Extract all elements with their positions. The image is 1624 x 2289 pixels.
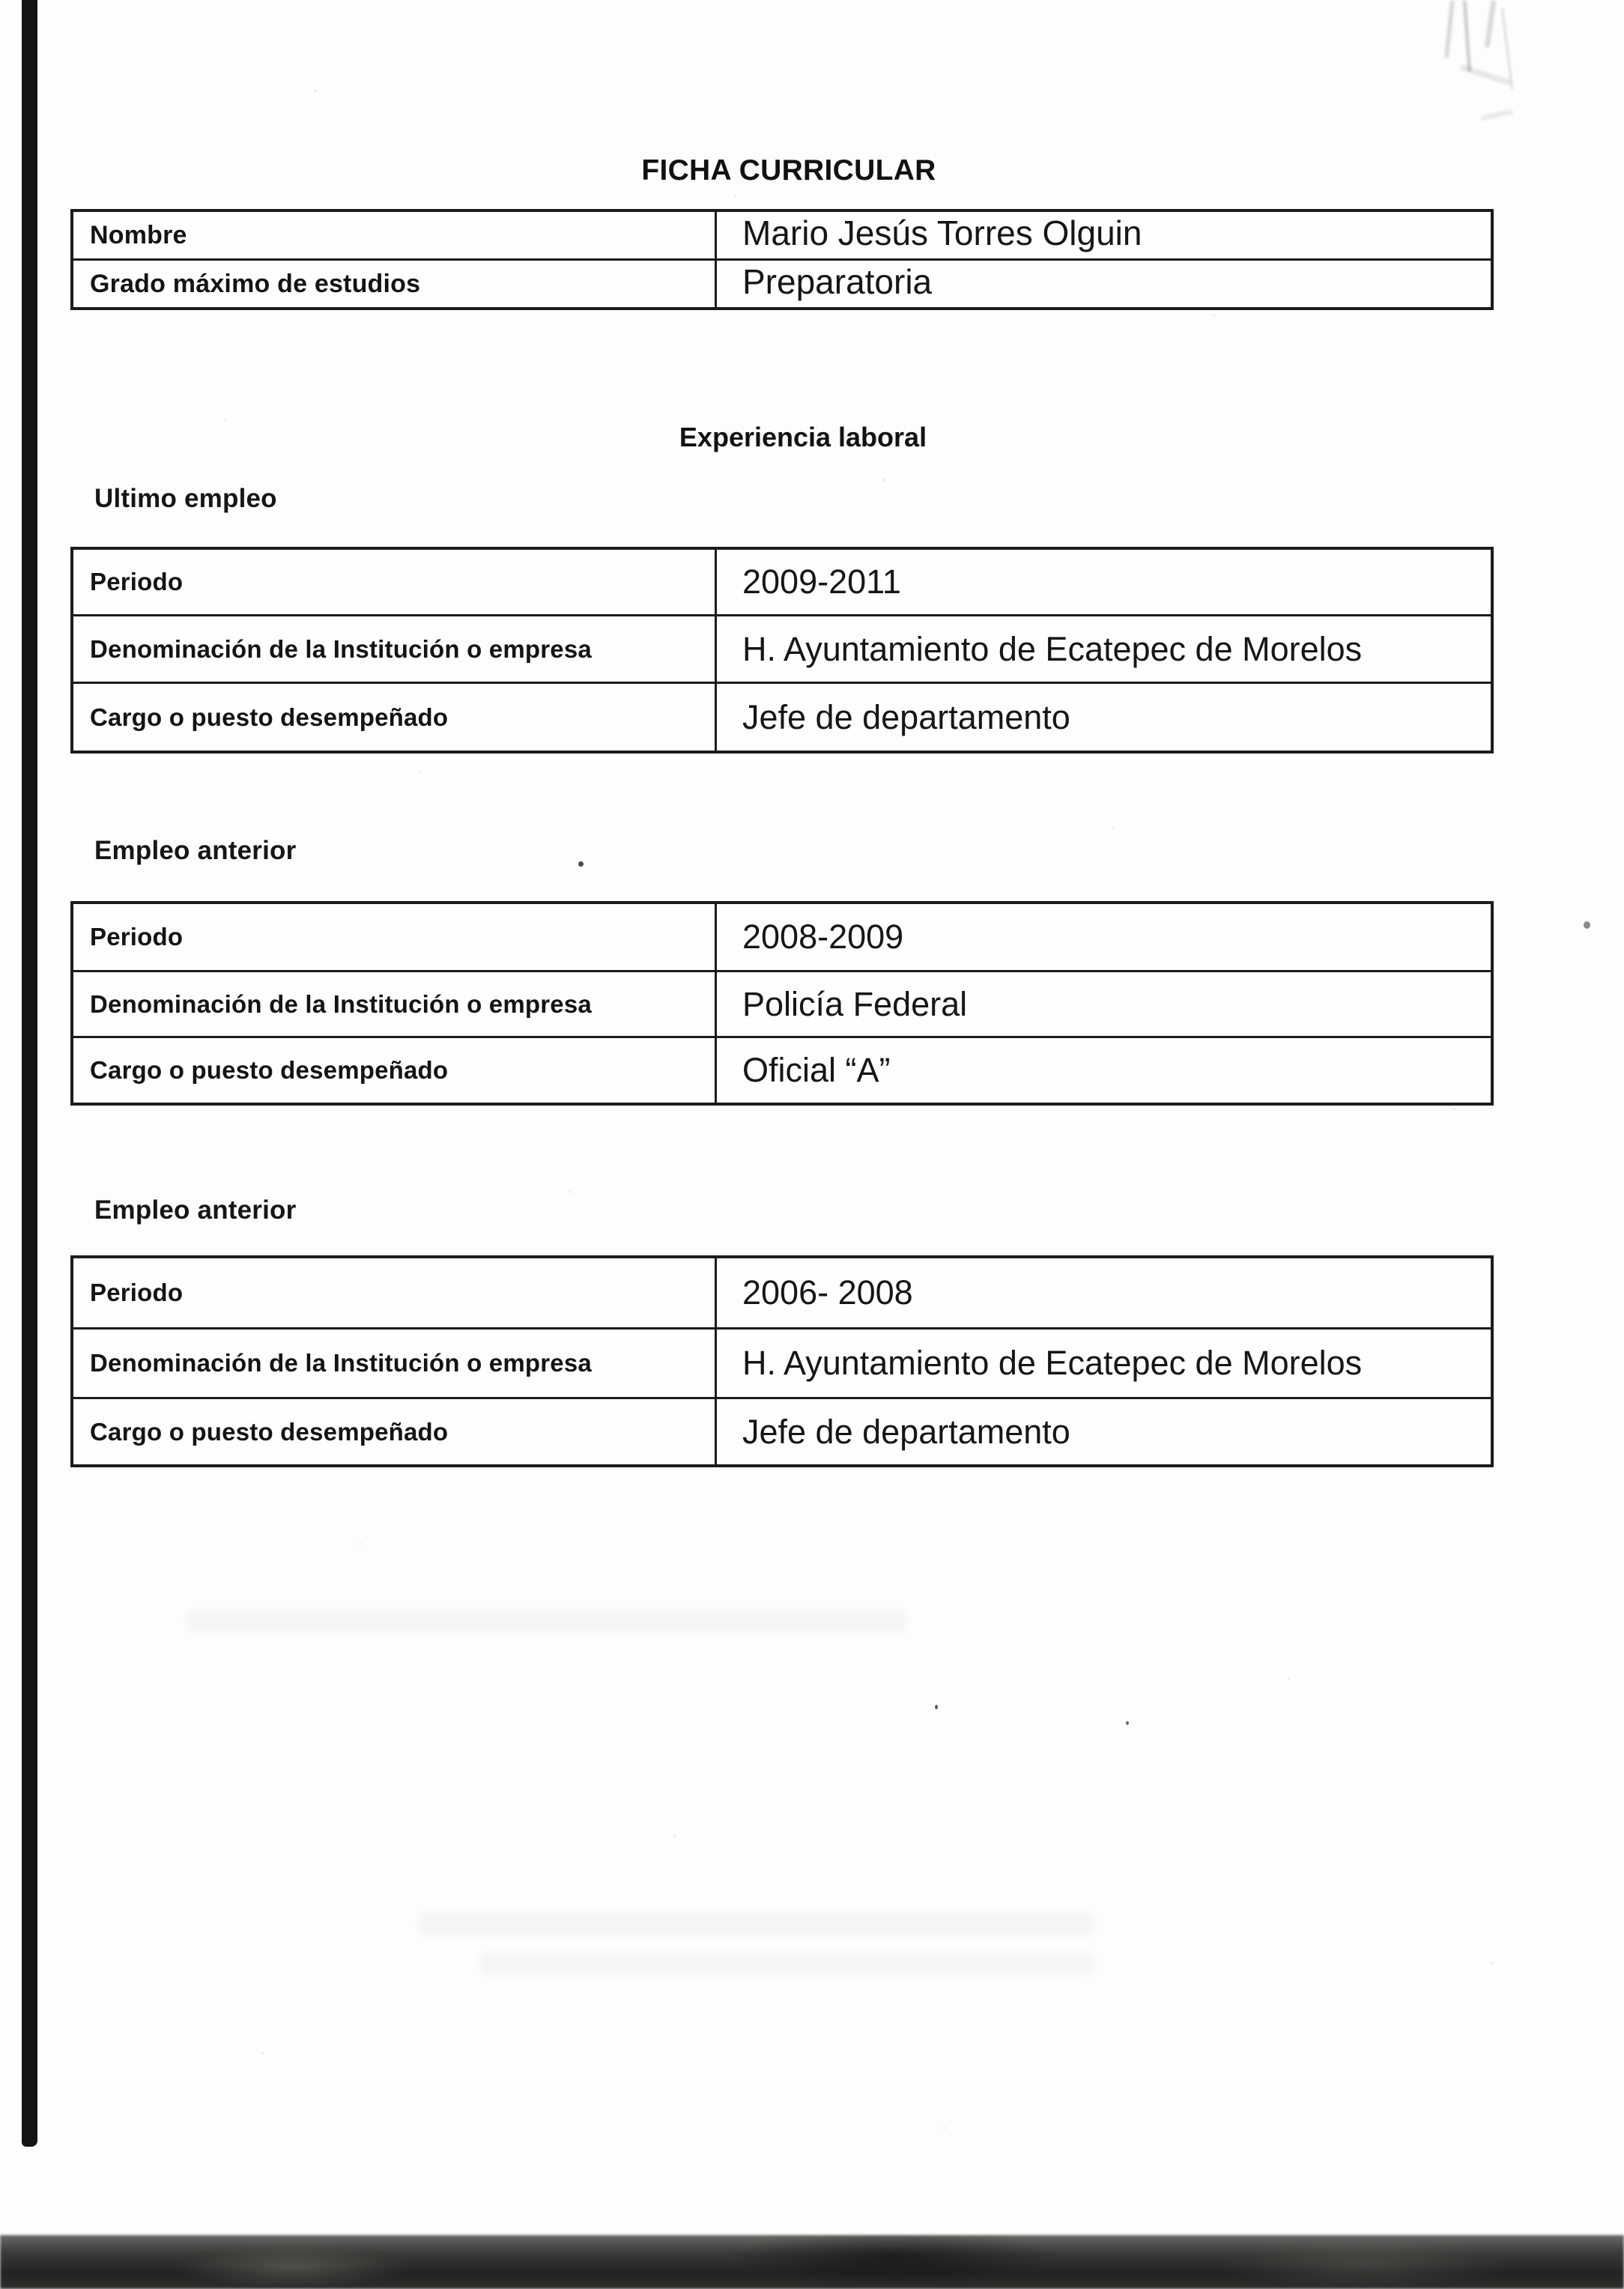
- education-value: Preparatoria: [715, 258, 1491, 307]
- name-value: Mario Jesús Torres Olguin: [715, 212, 1491, 258]
- scan-noise-speckles: [0, 0, 1, 1]
- period-label: Periodo: [90, 568, 184, 595]
- scan-bleedthrough-ghost-text: [479, 1953, 1094, 1974]
- institution-value: H. Ayuntamiento de Ecatepec de Morelos: [715, 1327, 1491, 1397]
- personal-info-table: [70, 209, 1494, 310]
- smudge-stroke: [1463, 0, 1472, 72]
- period-value: 2006- 2008: [715, 1258, 1491, 1327]
- institution-value: Policía Federal: [715, 970, 1491, 1036]
- smudge-stroke: [1485, 0, 1497, 48]
- job-3-heading: Empleo anterior: [94, 1195, 297, 1225]
- scan-bleedthrough-ghost-text: [419, 1911, 1094, 1935]
- position-value: Jefe de departamento: [715, 1397, 1491, 1464]
- job-1-table: [70, 547, 1494, 754]
- institution-label: Denominación de la Institución o empresa: [73, 614, 715, 682]
- period-value: 2008-2009: [715, 904, 1491, 970]
- position-label: Cargo o puesto desempeñado: [73, 1036, 715, 1103]
- position-label: Cargo o puesto desempeñado: [73, 682, 715, 751]
- job-1-heading: Ultimo empleo: [94, 484, 277, 513]
- period-label: Periodo: [90, 923, 184, 951]
- work-experience-heading: Experiencia laboral: [679, 421, 927, 452]
- period-label: Periodo: [90, 1279, 184, 1306]
- scan-artifact-bottom-band: [0, 2235, 1624, 2289]
- institution-label: Denominación de la Institución o empresa: [73, 970, 715, 1036]
- institution-value: H. Ayuntamiento de Ecatepec de Morelos: [715, 614, 1491, 682]
- job-2-heading: Empleo anterior: [94, 836, 297, 865]
- position-value: Jefe de departamento: [715, 682, 1491, 751]
- smudge-stroke: [1480, 109, 1513, 121]
- scan-ink-dot: [1584, 921, 1590, 929]
- scan-bleedthrough-ghost-text: [187, 1610, 906, 1633]
- smudge-stroke: [1459, 64, 1511, 85]
- institution-label: Denominación de la Institución o empresa: [73, 1327, 715, 1397]
- smudge-stroke: [1444, 0, 1455, 58]
- job-3-table: [70, 1255, 1494, 1467]
- scan-ink-dot: [1126, 1721, 1129, 1725]
- scan-artifact-left-bar: [22, 0, 37, 2147]
- period-value: 2009-2011: [715, 550, 1491, 614]
- education-label: Grado máximo de estudios: [73, 258, 715, 307]
- position-label: Cargo o puesto desempeñado: [73, 1397, 715, 1464]
- document-title: FICHA CURRICULAR: [641, 154, 936, 187]
- name-label: Nombre: [90, 220, 187, 249]
- scan-ink-dot: [578, 861, 584, 867]
- scan-ink-dot: [935, 1705, 938, 1709]
- position-value: Oficial “A”: [715, 1036, 1491, 1103]
- job-2-table: [70, 901, 1494, 1106]
